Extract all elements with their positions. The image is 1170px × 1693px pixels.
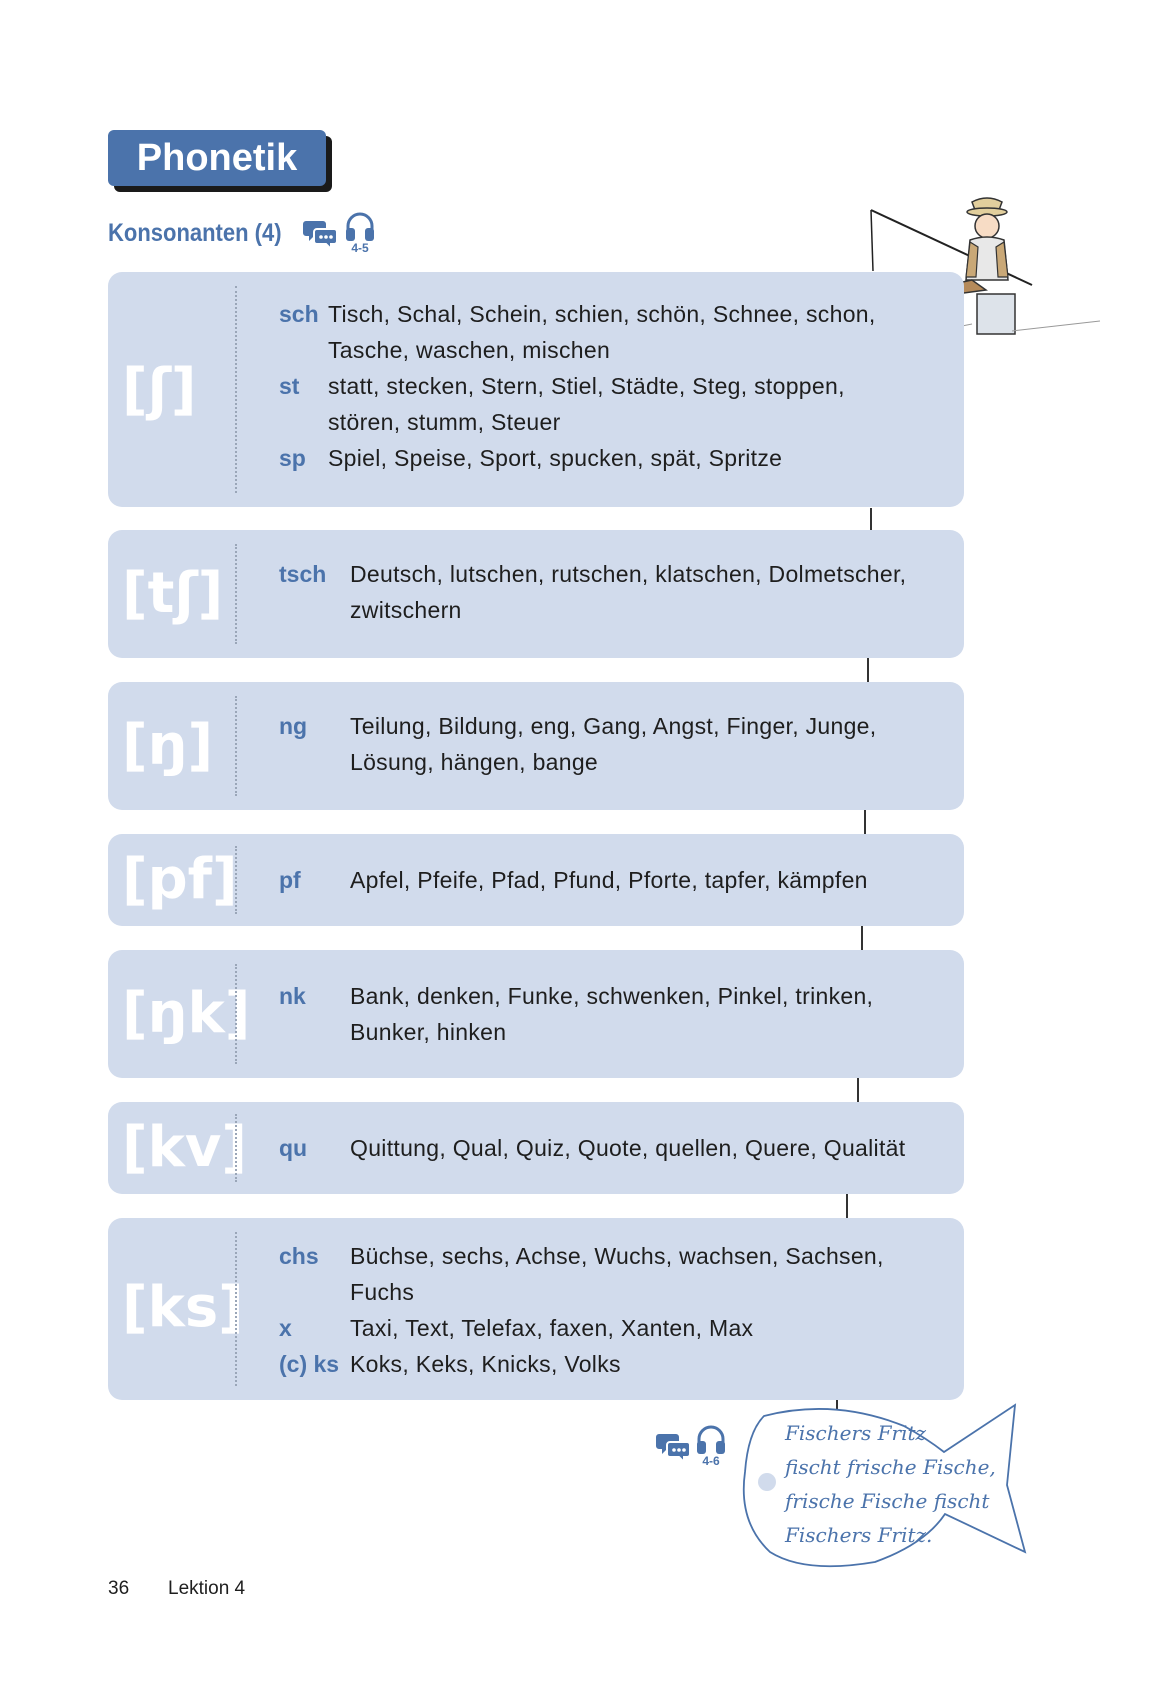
spelling-label: pf [279, 867, 301, 893]
example-words: statt, stecken, Stern, Stiel, Städte, Steg, stoppen, [328, 373, 845, 399]
sound-card-ks [108, 1218, 964, 1400]
example-words: Bunker, hinken [350, 1019, 507, 1045]
word-row [279, 332, 946, 368]
sound-card-sh [108, 272, 964, 507]
ipa-symbol: [kv] [122, 1115, 247, 1180]
spelling-label: chs [279, 1243, 319, 1269]
sound-card-pf [108, 834, 964, 926]
example-words: zwitschern [350, 597, 462, 623]
connector-line [846, 1194, 848, 1218]
lesson-label: Lektion 4 [168, 1578, 246, 1599]
separator [235, 286, 237, 493]
sound-card-qu [108, 1102, 964, 1194]
spelling-label: tsch [279, 561, 327, 587]
separator [235, 544, 237, 644]
track-number: 4-6 [702, 1454, 720, 1468]
tongue-twister-line: Fischers Fritz [785, 1421, 927, 1445]
ipa-symbol: [ŋk] [122, 981, 251, 1046]
tongue-twister-line: Fischers Fritz. [785, 1523, 933, 1547]
ipa-symbol: [ʃ] [122, 357, 197, 422]
separator [235, 1114, 237, 1182]
connector-line [867, 658, 869, 682]
page-title: Phonetik [108, 130, 326, 186]
separator [235, 696, 237, 796]
word-row [279, 1274, 946, 1310]
example-words: Tasche, waschen, mischen [328, 337, 611, 363]
word-row [279, 978, 946, 1014]
spelling-label: st [279, 373, 300, 399]
sound-card-nk [108, 950, 964, 1078]
track-number: 4-5 [351, 241, 369, 255]
word-list [279, 708, 946, 780]
word-list [279, 978, 946, 1050]
word-row [279, 556, 946, 592]
example-words: Teilung, Bildung, eng, Gang, Angst, Finger, Junge, [350, 713, 877, 739]
sound-card-ng [108, 682, 964, 810]
spelling-label: sp [279, 445, 306, 471]
word-list [279, 556, 946, 628]
example-words: stören, stumm, Steuer [328, 409, 561, 435]
tongue-twister-line: fischt frische Fische, [785, 1455, 996, 1479]
section-title-tag [108, 130, 326, 186]
word-list [279, 296, 946, 476]
ipa-symbol: [ks] [122, 1275, 244, 1340]
ipa-symbol: [tʃ] [122, 561, 224, 626]
connector-line [861, 926, 863, 950]
connector-line [857, 1078, 859, 1102]
separator [235, 846, 237, 914]
word-list [279, 1238, 946, 1382]
word-list [279, 862, 946, 898]
separator [235, 964, 237, 1064]
spelling-label: nk [279, 983, 306, 1009]
connector-line [864, 810, 866, 834]
word-row [279, 862, 946, 898]
connector-line [870, 508, 872, 530]
word-row [279, 1238, 946, 1274]
example-words: Tisch, Schal, Schein, schien, schön, Schnee, schon, [328, 301, 876, 327]
example-words: Spiel, Speise, Sport, spucken, spät, Spritze [328, 445, 783, 471]
word-row [279, 708, 946, 744]
example-words: Bank, denken, Funke, schwenken, Pinkel, trinken, [350, 983, 874, 1009]
spelling-label: x [279, 1315, 292, 1341]
example-words: Taxi, Text, Telefax, faxen, Xanten, Max [350, 1315, 754, 1341]
spelling-label: (c) ks [279, 1351, 340, 1377]
ipa-symbol: [pf] [122, 847, 238, 912]
example-words: Lösung, hängen, bange [350, 749, 599, 775]
sound-card-tsch [108, 530, 964, 658]
word-row [279, 404, 946, 440]
word-row [279, 592, 946, 628]
subheading [108, 213, 377, 253]
word-row [279, 440, 946, 476]
word-row [279, 1346, 946, 1382]
ipa-symbol: [ŋ] [122, 713, 214, 778]
example-words: Büchse, sechs, Achse, Wuchs, wachsen, Sachsen, [350, 1243, 884, 1269]
example-words: Koks, Keks, Knicks, Volks [350, 1351, 621, 1377]
word-row [279, 1310, 946, 1346]
subheading-label: Konsonanten (4) [108, 218, 282, 247]
tongue-twister [785, 1416, 995, 1552]
example-words: Fuchs [350, 1279, 415, 1305]
word-row [279, 368, 946, 404]
word-row [279, 296, 946, 332]
speech-bubbles-icon [656, 1428, 692, 1464]
word-list [279, 1130, 946, 1166]
tongue-twister-line: frische Fische fischt [785, 1489, 990, 1513]
word-row [279, 1014, 946, 1050]
separator [235, 1232, 237, 1386]
speech-bubbles-icon [303, 215, 339, 251]
spelling-label: sch [279, 301, 319, 327]
headphones-icon [694, 1424, 728, 1470]
headphones-icon [343, 211, 377, 255]
page-number: 36 [108, 1578, 130, 1599]
example-words: Apfel, Pfeife, Pfad, Pfund, Pforte, tapfer, kämpfen [350, 867, 868, 893]
word-row [279, 744, 946, 780]
spelling-label: ng [279, 713, 308, 739]
example-words: Deutsch, lutschen, rutschen, klatschen, Dolmetscher, [350, 561, 907, 587]
example-words: Quittung, Qual, Quiz, Quote, quellen, Quere, Qualität [350, 1135, 906, 1161]
word-row [279, 1130, 946, 1166]
spelling-label: qu [279, 1135, 308, 1161]
